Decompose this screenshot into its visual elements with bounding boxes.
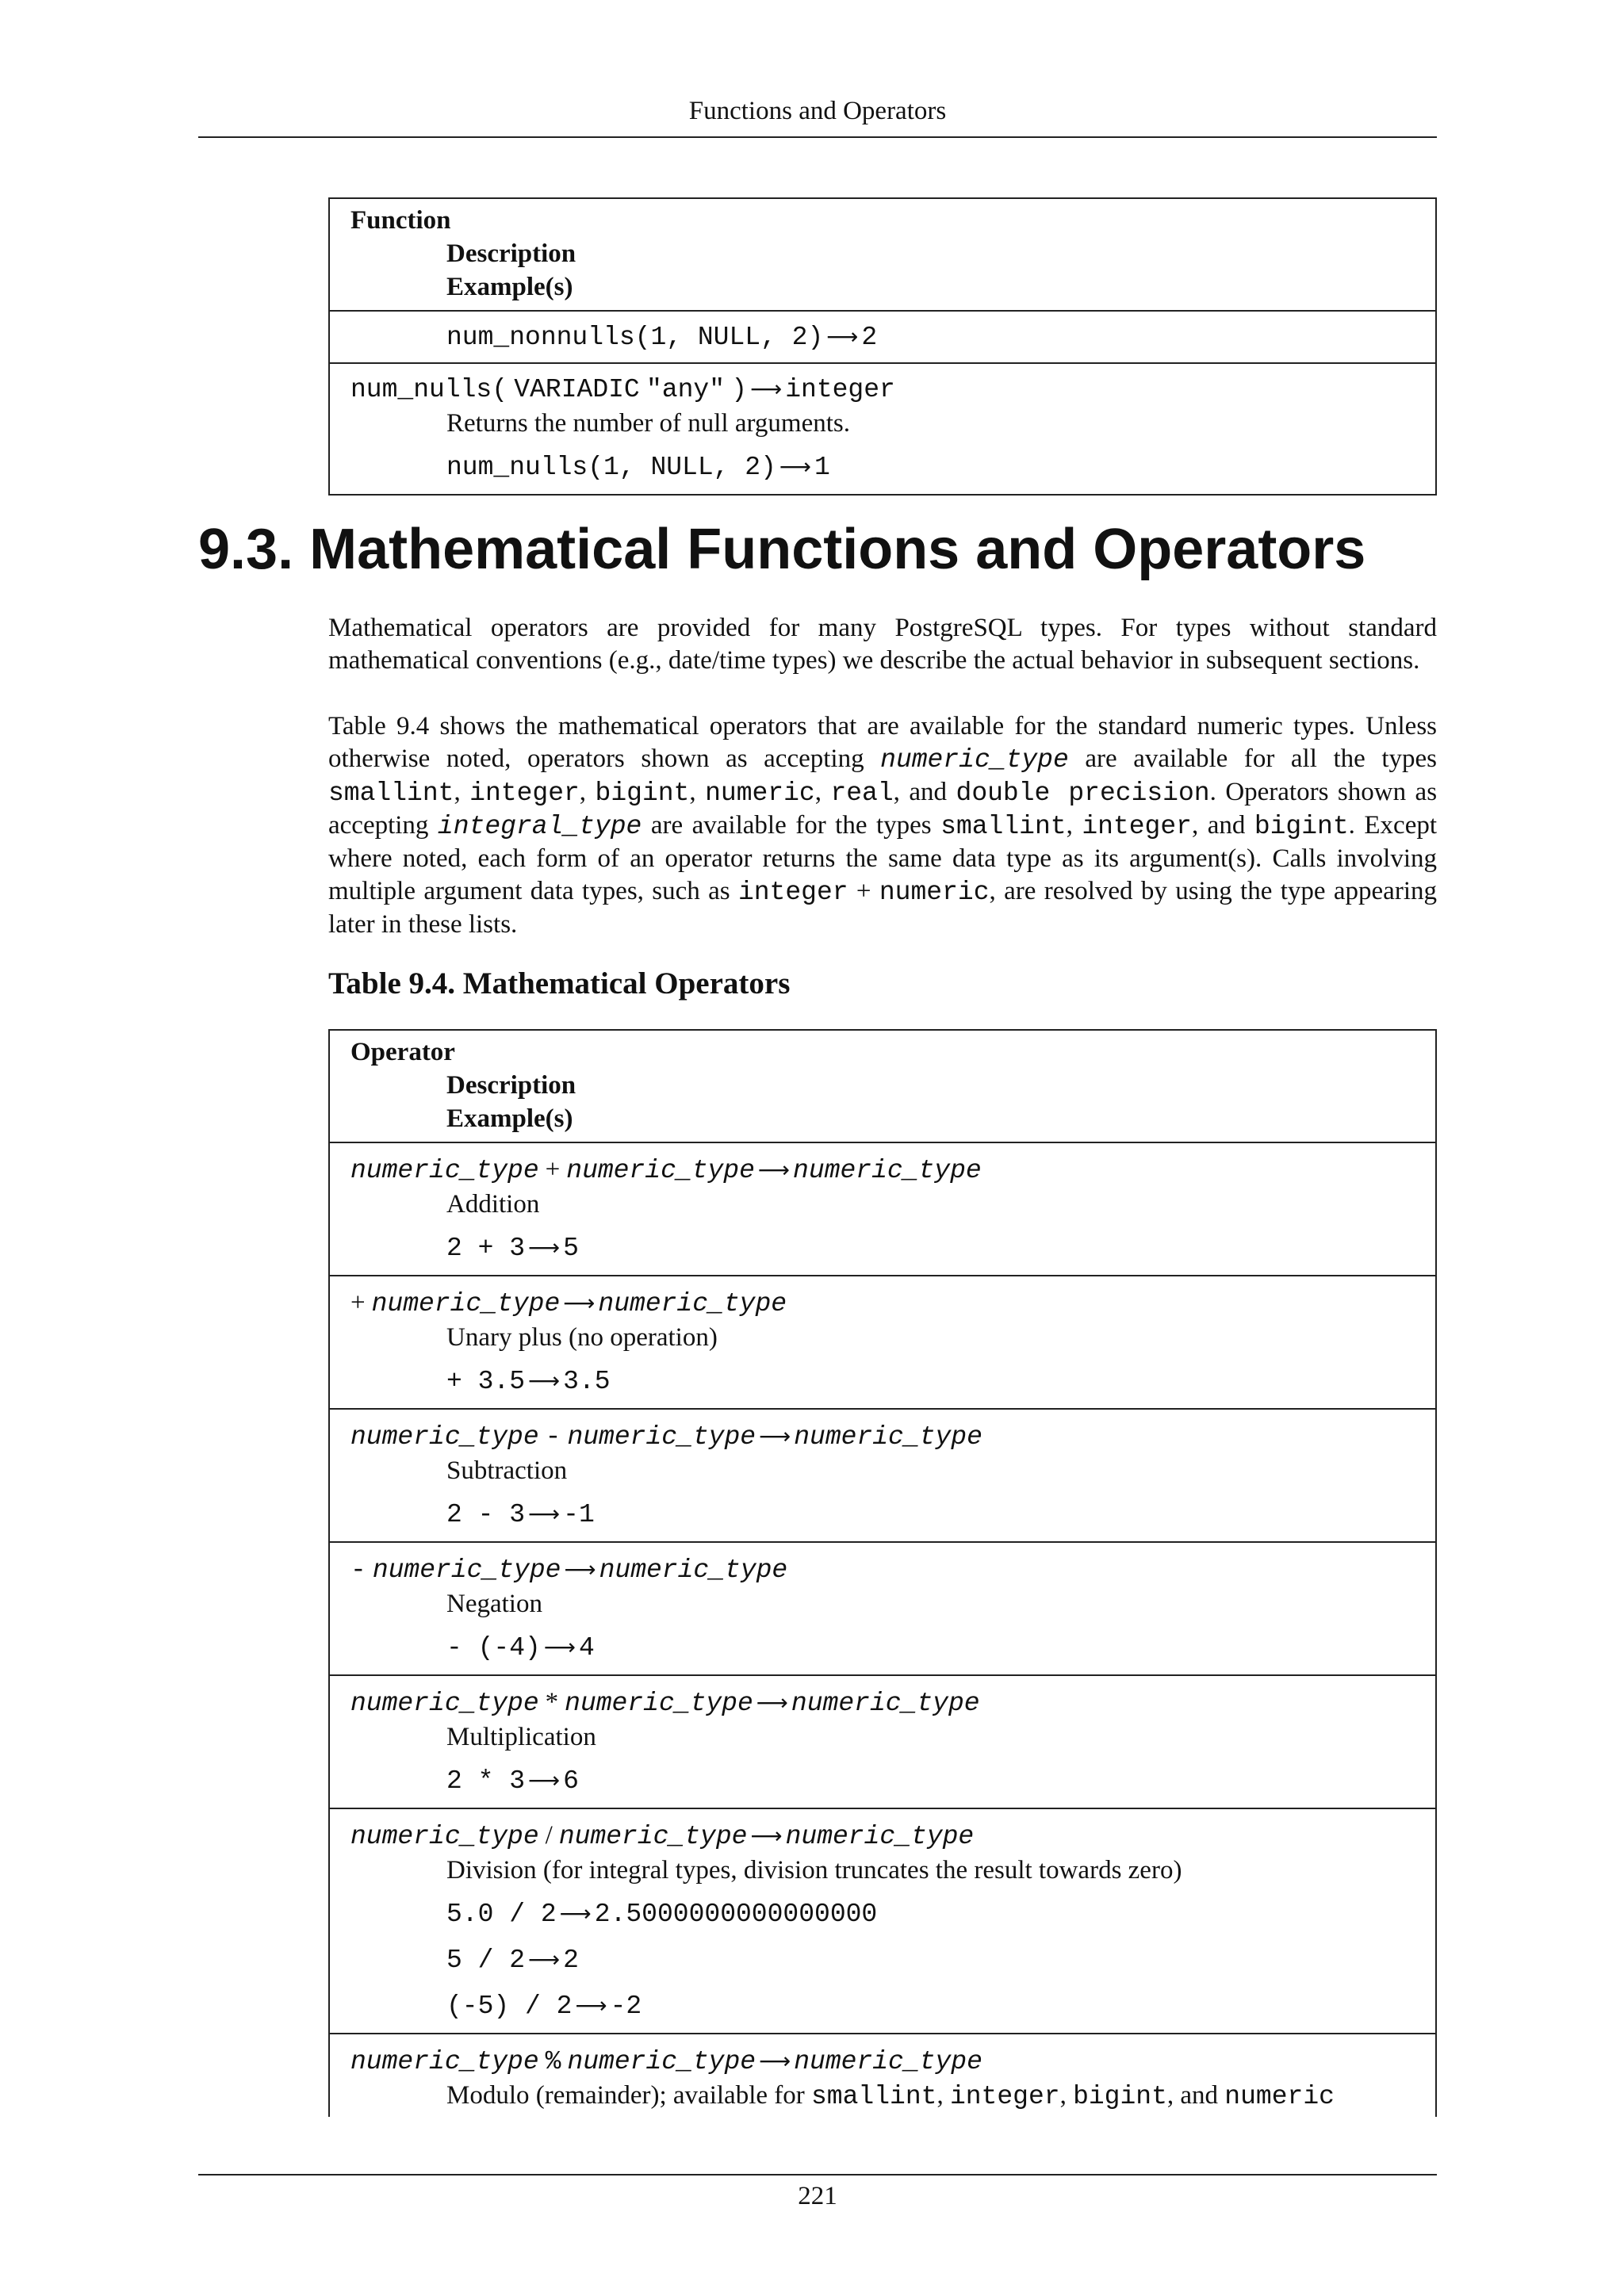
code-term: integer [1082, 812, 1192, 841]
table-row [329, 1542, 1436, 1675]
example-expr: num_nonnulls(1, NULL, 2) [446, 323, 824, 352]
arrow-icon: ⟶ [528, 1368, 561, 1394]
header-rule [198, 136, 1437, 138]
example-expr: + 3.5 [446, 1367, 526, 1396]
function-description: Returns the number of null arguments. [446, 409, 850, 438]
example-result: 3.5 [563, 1367, 611, 1396]
arrow-icon: ⟶ [750, 376, 783, 402]
example-line [350, 1942, 1415, 1977]
operand-type: numeric_type [350, 1689, 539, 1718]
code-term: integer [949, 2082, 1060, 2111]
paragraph-text: , [454, 778, 470, 806]
example-result: 2.5000000000000000 [594, 1900, 878, 1929]
header-description: Description [446, 1071, 576, 1100]
example-line [350, 1988, 1415, 2023]
example-line [350, 1230, 1415, 1265]
arrow-icon: ⟶ [559, 1900, 592, 1927]
example-result: -2 [610, 1992, 642, 2021]
table-cell [329, 1808, 1436, 2034]
paragraph-text: are available for all the types [1068, 744, 1437, 773]
arrow-icon: ⟶ [756, 1689, 788, 1716]
operand-type: numeric_type [558, 1822, 748, 1851]
example-expr: 2 - 3 [446, 1500, 526, 1529]
operator-symbol: % [545, 2047, 561, 2076]
example-result: 4 [578, 1633, 595, 1663]
arrow-icon: ⟶ [575, 1992, 607, 2019]
code-term: smallint [328, 779, 454, 808]
operator-symbol: / [545, 1821, 553, 1850]
result-type: numeric_type [598, 1289, 787, 1318]
function-signature [350, 372, 1415, 407]
description-text: , and [1166, 2081, 1225, 2110]
table-header-row [329, 198, 1436, 311]
code-term: smallint [811, 2082, 937, 2111]
code-term: smallint [940, 812, 1067, 841]
code-term: numeric [705, 779, 815, 808]
paragraph-text: , and [893, 778, 956, 806]
table-row [329, 363, 1436, 495]
paragraph-text: + [848, 877, 879, 905]
example-line [350, 320, 1415, 354]
arrow-icon: ⟶ [757, 1157, 791, 1183]
operand-type: numeric_type [565, 1689, 753, 1718]
example-line [350, 450, 1415, 484]
paragraph-text: , are resolved by using the type appearing later in these lists. [328, 877, 1437, 939]
operator-description: Subtraction [446, 1456, 568, 1485]
arrow-icon: ⟶ [528, 1946, 561, 1973]
code-term: double precision [956, 779, 1210, 808]
operator-description: Addition [446, 1190, 540, 1219]
table-cell [329, 1276, 1436, 1409]
operator-description: Negation [446, 1590, 542, 1618]
result-type: numeric_type [793, 1156, 982, 1185]
code-term: numeric [1224, 2082, 1335, 2111]
result-type: numeric_type [599, 1556, 788, 1585]
paren-close: ) [731, 375, 748, 404]
code-term: real [830, 779, 894, 808]
variadic-keyword: VARIADIC [514, 375, 640, 404]
table-cell [329, 1542, 1436, 1675]
table-cell [329, 1409, 1436, 1542]
arrow-icon: ⟶ [528, 1234, 561, 1261]
code-term: bigint [1073, 2082, 1167, 2111]
header-function: Function [350, 206, 451, 235]
table-cell [329, 311, 1436, 363]
example-result: 2 [563, 1946, 579, 1975]
operator-signature [350, 1819, 1415, 1854]
paragraph-text: , and [1191, 811, 1254, 840]
table-row [329, 1276, 1436, 1409]
paragraph-text: Table 9.4 shows the mathematical operators that are available for the standard numeric types. Unless otherwise noted, operators shown as accepting [328, 712, 1437, 773]
example-line [350, 1497, 1415, 1532]
paren-open: ( [492, 375, 508, 404]
operators-table [328, 1029, 1437, 2117]
operand-type: numeric_type [350, 1156, 539, 1185]
operator-signature [350, 1286, 1415, 1321]
result-type: numeric_type [794, 1422, 982, 1452]
code-term: integer [737, 878, 848, 907]
arrow-icon: ⟶ [750, 1823, 783, 1849]
return-type: integer [785, 375, 895, 404]
table-cell [329, 1675, 1436, 1808]
example-result: 5 [563, 1234, 579, 1263]
example-expr: num_nulls(1, NULL, 2) [446, 453, 776, 482]
paragraph-text: . Operators shown as accepting [328, 778, 1438, 840]
arrow-icon: ⟶ [779, 453, 812, 480]
example-expr: - (-4) [446, 1633, 541, 1663]
example-result: -1 [563, 1500, 595, 1529]
header-examples: Example(s) [446, 273, 573, 301]
operand-type: numeric_type [567, 2047, 756, 2076]
arrow-icon: ⟶ [543, 1634, 576, 1660]
operator-symbol: - [545, 1422, 561, 1452]
operand-type: numeric_type [350, 1422, 539, 1452]
example-expr: 5 / 2 [446, 1946, 526, 1975]
code-term: bigint [595, 779, 690, 808]
section-title: 9.3. Mathematical Functions and Operators [198, 518, 1366, 581]
operator-description: Division (for integral types, division truncates the result towards zero) [446, 1856, 1182, 1885]
table-header-cell [329, 198, 1436, 311]
code-term: integral_type [437, 812, 642, 841]
example-expr: 5.0 / 2 [446, 1900, 557, 1929]
code-term: integer [469, 779, 580, 808]
operator-description: Unary plus (no operation) [446, 1323, 718, 1352]
table-header-cell [329, 1030, 1436, 1142]
table-row [329, 1675, 1436, 1808]
paragraph-text: , [579, 778, 596, 806]
operator-signature [350, 1419, 1415, 1454]
header-examples: Example(s) [446, 1104, 573, 1133]
example-line [350, 1630, 1415, 1665]
table-caption: Table 9.4. Mathematical Operators [328, 966, 791, 1001]
table-cell [329, 363, 1436, 495]
arrow-icon: ⟶ [759, 1423, 791, 1449]
paragraph-text: , [1066, 811, 1082, 840]
operator-symbol: + [545, 1155, 561, 1184]
table-row [329, 311, 1436, 363]
arrow-icon: ⟶ [564, 1556, 596, 1582]
description-text: , [936, 2081, 950, 2110]
arrow-icon: ⟶ [759, 2048, 791, 2074]
operators-paragraph [328, 710, 1437, 941]
operand-type: numeric_type [372, 1556, 561, 1585]
example-line [350, 1896, 1415, 1931]
example-result: 1 [814, 453, 830, 482]
operator-symbol: * [545, 1688, 559, 1716]
description-text: , [1059, 2081, 1074, 2110]
table-row [329, 1808, 1436, 2034]
operand-type: numeric_type [350, 2047, 539, 2076]
running-header: Functions and Operators [688, 97, 947, 125]
table-cell [329, 2034, 1436, 2117]
arrow-icon: ⟶ [528, 1501, 561, 1527]
operand-type: numeric_type [350, 1822, 539, 1851]
paragraph-text: . Except where noted, each form of an operator returns the same data type as its argument(s). Calls involving multiple argument data types, such as [328, 811, 1438, 905]
arrow-icon: ⟶ [528, 1767, 561, 1793]
result-type: numeric_type [791, 1689, 980, 1718]
footer-rule [198, 2174, 1437, 2175]
example-expr: 2 * 3 [446, 1766, 526, 1796]
functions-table [328, 197, 1437, 496]
code-term: numeric_type [880, 745, 1069, 775]
page-number: 221 [798, 2182, 837, 2210]
table-header-row [329, 1030, 1436, 1142]
example-line [350, 1763, 1415, 1798]
example-line [350, 1364, 1415, 1399]
arrow-icon: ⟶ [563, 1290, 596, 1316]
operator-signature [350, 1686, 1415, 1720]
result-type: numeric_type [794, 2047, 982, 2076]
example-result: 6 [563, 1766, 579, 1796]
example-expr: 2 + 3 [446, 1234, 526, 1263]
paragraph-text: , [814, 778, 831, 806]
operator-symbol: + [350, 1288, 366, 1317]
paragraph-text: are available for the types [642, 811, 941, 840]
table-row [329, 1409, 1436, 1542]
example-expr: (-5) / 2 [446, 1992, 573, 2021]
intro-paragraph: Mathematical operators are provided for many PostgreSQL types. For types without standard mathematical conventions (e.g., date/time types) we describe the actual behavior in subsequent sections. [328, 614, 1437, 675]
operator-signature [350, 1153, 1415, 1188]
arg-type: "any" [645, 375, 726, 404]
function-name: num_nulls [350, 375, 492, 404]
operator-signature [350, 2044, 1415, 2079]
description-text: Modulo (remainder); available for [446, 2081, 811, 2110]
table-row [329, 1142, 1436, 1276]
operand-type: numeric_type [567, 1422, 756, 1452]
result-type: numeric_type [785, 1822, 975, 1851]
table-cell [329, 1142, 1436, 1276]
operator-symbol: - [350, 1556, 366, 1585]
operator-description [350, 2079, 1415, 2114]
code-term: bigint [1254, 812, 1349, 841]
header-operator: Operator [350, 1038, 455, 1066]
operator-description: Multiplication [446, 1723, 596, 1751]
operator-signature [350, 1552, 1415, 1587]
arrow-icon: ⟶ [826, 323, 859, 350]
code-term: numeric [879, 878, 990, 907]
header-description: Description [446, 239, 576, 268]
table-row [329, 2034, 1436, 2117]
paragraph-text: , [689, 778, 706, 806]
example-result: 2 [861, 323, 878, 352]
operand-type: numeric_type [371, 1289, 561, 1318]
operand-type: numeric_type [566, 1156, 755, 1185]
